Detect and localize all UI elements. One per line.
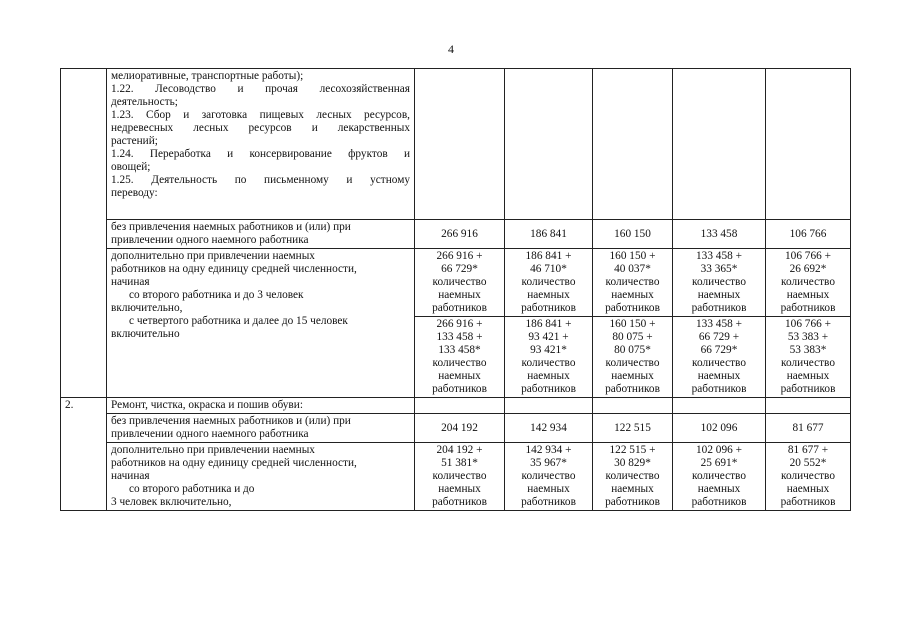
value-line: количество — [605, 276, 660, 288]
value-line: работников — [780, 383, 836, 395]
value-line: 40 037* — [614, 263, 651, 275]
label-line: работников на одну единицу средней численности, — [111, 457, 357, 469]
intro-line: переводу: — [111, 187, 158, 199]
label-line: 3 человек включительно, — [111, 496, 232, 508]
value-line: количество — [521, 357, 576, 369]
intro-line: 1.25. Деятельность по письменному и устному — [111, 174, 410, 186]
label-line: с четвертого работника и далее до 15 человек — [129, 315, 348, 327]
value-cell: 266 916 — [415, 220, 505, 249]
intro-line: деятельность; — [111, 96, 178, 108]
value-line: количество — [432, 276, 487, 288]
value-line: работников — [605, 383, 660, 395]
value-line: 93 421* — [530, 344, 567, 356]
value-line: работников — [521, 302, 576, 314]
value-cell — [766, 443, 851, 511]
value-line: работников — [780, 302, 836, 314]
value-line: наемных — [786, 483, 830, 495]
value-line: 53 383* — [789, 344, 827, 356]
value-line: 93 421 + — [528, 331, 569, 343]
value-line: 80 075* — [614, 344, 651, 356]
value-cell — [415, 443, 505, 511]
empty-cell — [673, 69, 766, 220]
value-line: 66 729 + — [698, 331, 740, 343]
value-cell — [593, 249, 673, 317]
value-line: 204 192 + — [436, 444, 483, 456]
label-line: включительно, — [111, 302, 183, 314]
value-line: 160 150 + — [609, 318, 656, 330]
value-line: 25 691* — [700, 457, 738, 469]
value-cell — [673, 443, 766, 511]
intro-line: недревесных лесных ресурсов и лекарственных — [111, 122, 410, 134]
value-cell: 186 841 — [505, 220, 593, 249]
value-cell — [505, 317, 593, 398]
value-line: работников — [605, 496, 660, 508]
value-line: 66 729* — [700, 344, 738, 356]
value-line: наемных — [786, 370, 830, 382]
value-line: наемных — [438, 289, 481, 301]
value-cell — [766, 249, 851, 317]
value-cell: 102 096 — [673, 414, 766, 443]
value-line: количество — [432, 470, 487, 482]
value-line: 266 916 + — [436, 250, 483, 262]
value-cell: 142 934 — [505, 414, 593, 443]
value-line: работников — [691, 302, 747, 314]
label-line: начиная — [111, 276, 150, 288]
value-line: наемных — [527, 370, 570, 382]
value-line: работников — [780, 496, 836, 508]
value-line: количество — [605, 470, 660, 482]
label-line: со второго работника и до — [129, 483, 255, 495]
table-row-section-2 — [61, 398, 851, 414]
value-line: наемных — [611, 370, 654, 382]
label-line: без привлечения наемных работников и (или) при — [111, 415, 351, 427]
row-label — [107, 443, 415, 511]
table-row-intro — [61, 69, 851, 220]
value-line: 266 916 + — [436, 318, 483, 330]
row-label — [107, 220, 415, 249]
tariff-table — [60, 68, 851, 511]
value-cell — [673, 249, 766, 317]
value-line: количество — [692, 357, 746, 369]
activity-list-cell — [107, 69, 415, 220]
value-line: наемных — [697, 289, 741, 301]
empty-cell — [766, 69, 851, 220]
intro-line: 1.23. Сбор и заготовка пищевых лесных ресурсов, — [111, 109, 410, 121]
value-line: 133 458 + — [696, 318, 742, 330]
value-line: 33 365* — [700, 263, 738, 275]
label-line: дополнительно при привлечении наемных — [111, 250, 315, 262]
intro-line: растений; — [111, 135, 158, 147]
value-line: работников — [605, 302, 660, 314]
table-row-tier1 — [61, 443, 851, 511]
value-line: наемных — [786, 289, 830, 301]
value-line: наемных — [611, 483, 654, 495]
label-line: привлечении одного наемного работника — [111, 234, 309, 246]
label-line: включительно — [111, 328, 180, 340]
value-cell: 122 515 — [593, 414, 673, 443]
value-line: 51 381* — [441, 457, 478, 469]
empty-cell — [593, 398, 673, 414]
value-line: работников — [432, 302, 487, 314]
value-line: 20 552* — [789, 457, 827, 469]
label-line: начиная — [111, 470, 150, 482]
value-cell — [593, 317, 673, 398]
value-line: 53 383 + — [787, 331, 829, 343]
value-cell: 204 192 — [415, 414, 505, 443]
section-title: Ремонт, чистка, окраска и пошив обуви: — [107, 398, 415, 414]
value-line: работников — [691, 383, 747, 395]
value-line: наемных — [611, 289, 654, 301]
value-line: 26 692* — [789, 263, 827, 275]
value-line: 186 841 + — [525, 250, 572, 262]
value-cell: 81 677 — [766, 414, 851, 443]
value-line: 30 829* — [614, 457, 651, 469]
empty-cell — [415, 398, 505, 414]
value-line: наемных — [697, 370, 741, 382]
intro-line: мелиоративные, транспортные работы); — [111, 70, 304, 82]
label-line: дополнительно при привлечении наемных — [111, 444, 315, 456]
empty-cell — [505, 69, 593, 220]
value-line: количество — [781, 470, 835, 482]
value-line: 102 096 + — [696, 444, 742, 456]
value-line: количество — [692, 470, 746, 482]
value-line: работников — [432, 383, 487, 395]
value-line: работников — [691, 496, 747, 508]
value-line: 133 458 + — [696, 250, 742, 262]
value-line: количество — [605, 357, 660, 369]
intro-line: овощей; — [111, 161, 151, 173]
value-cell — [766, 317, 851, 398]
value-line: 80 075 + — [612, 331, 653, 343]
value-line: количество — [432, 357, 487, 369]
intro-line: 1.24. Переработка и консервирование фруктов и — [111, 148, 410, 160]
value-line: количество — [781, 357, 835, 369]
value-cell — [593, 443, 673, 511]
empty-cell — [766, 398, 851, 414]
value-line: работников — [521, 496, 576, 508]
table-row-base — [61, 414, 851, 443]
empty-cell — [415, 69, 505, 220]
value-line: наемных — [527, 289, 570, 301]
value-line: 35 967* — [530, 457, 567, 469]
table-row-base — [61, 220, 851, 249]
empty-cell — [505, 398, 593, 414]
value-line: наемных — [438, 483, 481, 495]
row-label — [107, 249, 415, 398]
value-line: количество — [521, 470, 576, 482]
value-line: 133 458 + — [436, 331, 483, 343]
value-cell — [505, 443, 593, 511]
value-cell — [505, 249, 593, 317]
value-line: 46 710* — [530, 263, 567, 275]
value-line: работников — [521, 383, 576, 395]
value-line: количество — [781, 276, 835, 288]
value-cell: 106 766 — [766, 220, 851, 249]
value-line: работников — [432, 496, 487, 508]
value-cell — [415, 317, 505, 398]
value-line: 142 934 + — [525, 444, 572, 456]
empty-cell — [593, 69, 673, 220]
value-line: 66 729* — [441, 263, 478, 275]
value-line: 133 458* — [438, 344, 481, 356]
intro-line: 1.22. Лесоводство и прочая лесохозяйственная — [111, 83, 410, 95]
value-line: 160 150 + — [609, 250, 656, 262]
label-line: со второго работника и до 3 человек — [129, 289, 304, 301]
table-row-tier1 — [61, 249, 851, 317]
value-cell — [415, 249, 505, 317]
value-cell: 160 150 — [593, 220, 673, 249]
label-line: привлечении одного наемного работника — [111, 428, 309, 440]
value-line: 122 515 + — [609, 444, 656, 456]
value-line: количество — [521, 276, 576, 288]
row-number-cell — [61, 69, 107, 398]
value-line: наемных — [697, 483, 741, 495]
value-cell: 133 458 — [673, 220, 766, 249]
value-line: 81 677 + — [787, 444, 829, 456]
label-line: работников на одну единицу средней численности, — [111, 263, 357, 275]
value-cell — [673, 317, 766, 398]
value-line: наемных — [438, 370, 481, 382]
value-line: 106 766 + — [785, 250, 831, 262]
row-label — [107, 414, 415, 443]
row-number-cell: 2. — [61, 398, 107, 511]
value-line: наемных — [527, 483, 570, 495]
empty-cell — [673, 398, 766, 414]
page-number: 4 — [448, 42, 454, 56]
value-line: 106 766 + — [785, 318, 831, 330]
value-line: количество — [692, 276, 746, 288]
label-line: без привлечения наемных работников и (или) при — [111, 221, 351, 233]
value-line: 186 841 + — [525, 318, 572, 330]
